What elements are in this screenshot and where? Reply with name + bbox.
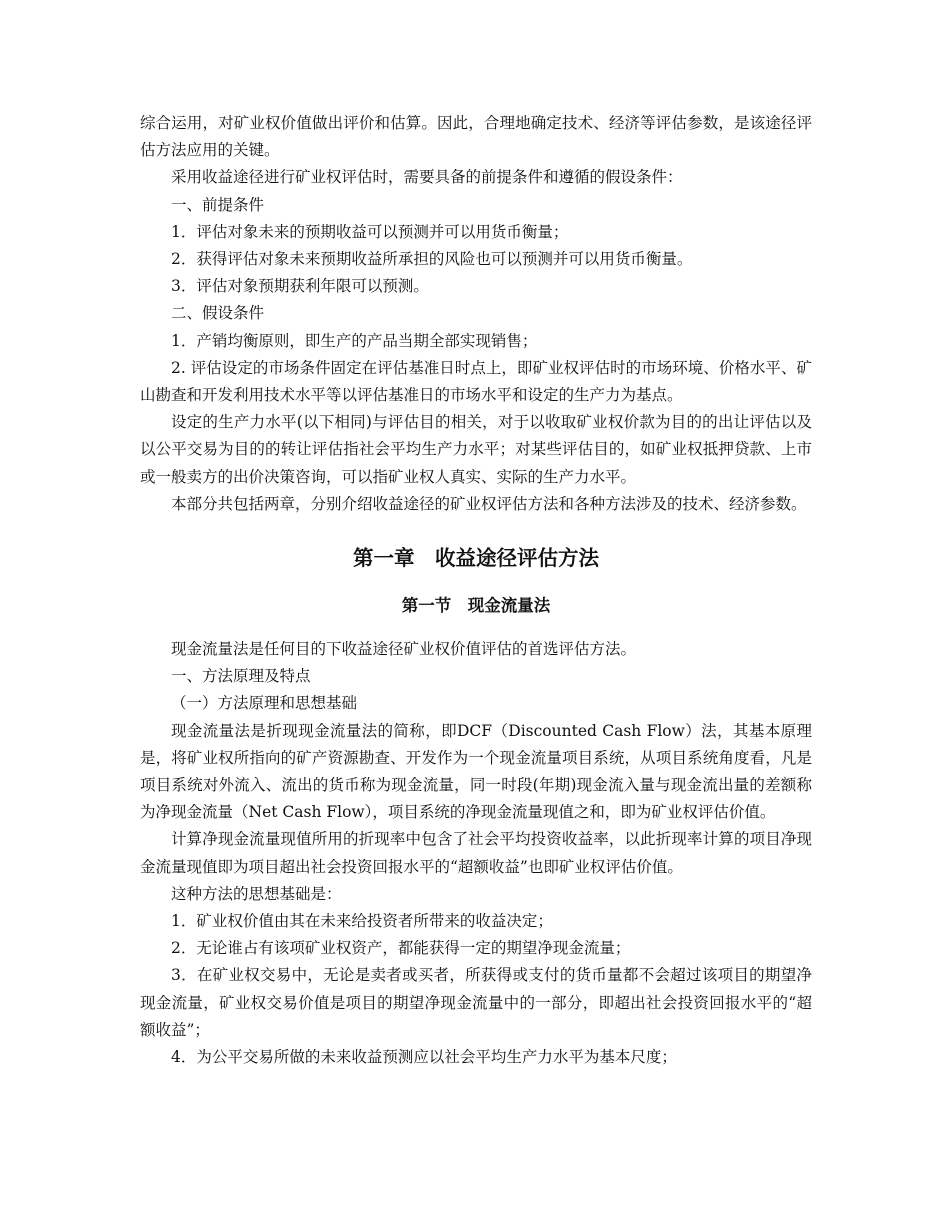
heading-principles: 一、方法原理及特点 [171, 667, 311, 686]
heading-preconditions: 一、前提条件 [171, 195, 265, 214]
document-page [140, 110, 812, 1071]
paragraph-part-summary: 本部分共包括两章，分别介绍收益途径的矿业权评估方法和各种方法涉及的技术、经济参数。 [171, 494, 807, 513]
section-title: 第一节 现金流量法 [401, 596, 551, 616]
chapter-title: 第一章 收益途径评估方法 [353, 546, 599, 571]
subheading-principle-basis: （一）方法原理和思想基础 [171, 694, 358, 713]
list-item: 4．为公平交易所做的未来收益预测应以社会平均生产力水平为基本尺度； [171, 1048, 677, 1067]
list-item: 1．矿业权价值由其在未来给投资者所带来的收益决定； [171, 912, 553, 931]
paragraph-intro-conditions: 采用收益途径进行矿业权评估时，需要具备的前提条件和遵循的假设条件： [171, 168, 683, 187]
paragraph-basis-intro: 这种方法的思想基础是： [171, 884, 342, 903]
list-item: 1．产销均衡原则，即生产的产品当期全部实现销售； [171, 331, 538, 350]
list-item: 2．获得评估对象未来预期收益所承担的风险也可以预测并可以用货币衡量。 [171, 250, 693, 269]
list-item: 1．评估对象未来的预期收益可以预测并可以用货币衡量； [171, 222, 569, 241]
list-item: 3．在矿业权交易中，无论是卖者或买者，所获得或支付的货币量都不会超过该项目的期望净现金流量，矿业权交易价值是项目的期望净现金流量中的一部分，即超出社会投资回报水平的“超额收益”； [140, 966, 812, 1039]
paragraph-dcf-principle: 现金流量法是折现现金流量法的简称，即DCF（Discounted Cash Flow）法，其基本原理是，将矿业权所指向的矿产资源勘查、开发作为一个现金流量项目系统，从项目系统角度看，凡是项目系统对外流入、流出的货币称为现金流量，同一时段(年期)现金流入量与现金流出量的差额称为净现金流量（Net Cash Flow），项目系统的净现金流量现值之和，即为矿业权评估价值。 [140, 721, 812, 822]
heading-assumptions: 二、假设条件 [171, 304, 265, 323]
paragraph-method-intro: 现金流量法是任何目的下收益途径矿业权价值评估的首选评估方法。 [171, 640, 637, 659]
paragraph-productivity: 设定的生产力水平(以下相同)与评估目的相关，对于以收取矿业权价款为目的的出让评估以及以公平交易为目的的转让评估指社会平均生产力水平；对某些评估目的，如矿业权抵押贷款、上市或一般卖方的出价决策咨询，可以指矿业权人真实、实际的生产力水平。 [140, 413, 812, 486]
list-item: 3．评估对象预期获利年限可以预测。 [171, 277, 429, 296]
list-item: 2．无论谁占有该项矿业权资产，都能获得一定的期望净现金流量； [171, 939, 631, 958]
list-item: 2. 评估设定的市场条件固定在评估基准日时点上，即矿业权评估时的市场环境、价格水平、矿山勘查和开发利用技术水平等以评估基准日的市场水平和设定的生产力为基点。 [140, 358, 812, 405]
paragraph-discount-rate: 计算净现金流量现值所用的折现率中包含了社会平均投资收益率，以此折现率计算的项目净现金流量现值即为项目超出社会投资回报水平的“超额收益”也即矿业权评估价值。 [140, 830, 812, 876]
paragraph-continued: 综合运用，对矿业权价值做出评价和估算。因此，合理地确定技术、经济等评估参数，是该途径评估方法应用的关键。 [140, 114, 812, 160]
